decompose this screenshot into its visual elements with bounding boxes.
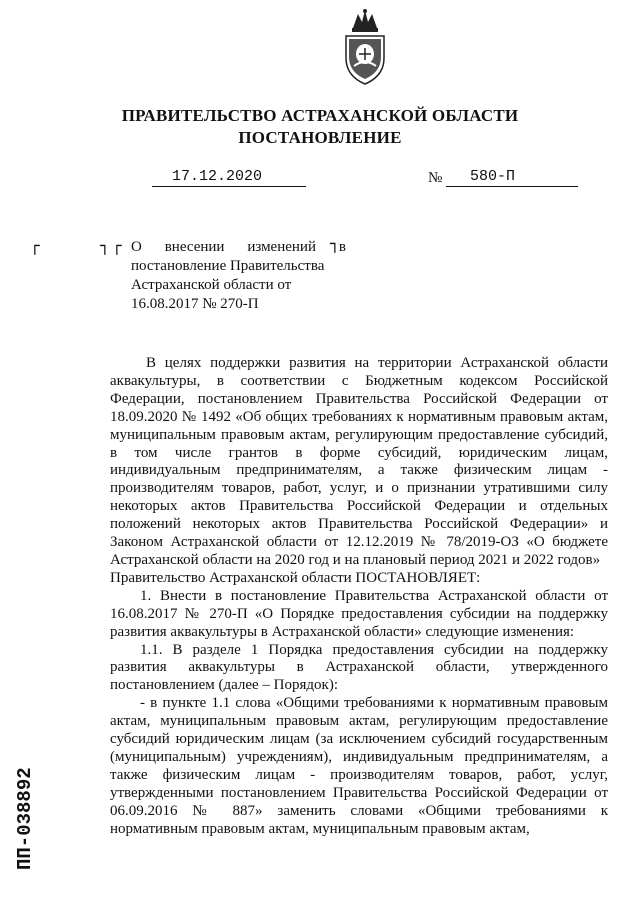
- corner-bracket-right-icon: ┐: [330, 234, 340, 253]
- subject-word: внесении: [164, 239, 225, 255]
- document-date: 17.12.2020: [172, 168, 263, 185]
- clause-1-paragraph: 1. Внести в постановление Правительства Астраханской области от 16.08.2017 № 270-П «О Порядке предоставления субсидии на поддержку развития аквакультуры в Астраханской области» следующие изменения:: [110, 587, 608, 640]
- subject-word: изменений: [247, 239, 316, 255]
- corner-bracket-mid2-icon: ┌: [112, 236, 122, 255]
- clause-1-1-paragraph: 1.1. В разделе 1 Порядка предоставления субсидии на поддержку развития аквакультуры в Астраханской области, утвержденного постановлением (далее – Порядок):: [110, 641, 608, 694]
- document-body: [110, 355, 608, 838]
- number-sign: №: [428, 170, 443, 186]
- subject-word: О: [131, 239, 142, 255]
- document-subject: [131, 234, 346, 314]
- corner-bracket-mid1-icon: ┐: [100, 236, 110, 255]
- resolution-line: Правительство Астраханской области ПОСТАНОВЛЯЕТ:: [110, 569, 481, 586]
- subject-line: постановление Правительства: [131, 258, 325, 274]
- subject-line: 16.08.2017 № 270-П: [131, 296, 259, 312]
- document-number: 580-П: [470, 168, 516, 185]
- corner-bracket-left-icon: ┌: [30, 236, 40, 255]
- subject-line: Астраханской области от: [131, 277, 292, 293]
- document-type-title: ПОСТАНОВЛЕНИЕ: [238, 128, 402, 147]
- subject-word: в: [338, 239, 346, 255]
- organization-title: ПРАВИТЕЛЬСТВО АСТРАХАНСКОЙ ОБЛАСТИ: [121, 106, 519, 125]
- clause-1-1-item-paragraph: - в пункте 1.1 слова «Общими требованиями к нормативным правовым актам, муниципальным правовым актам, регулирующим предоставление субсидий юридическим лицам (за исключением субсидий государственным (муниципальным) учреждениям), индивидуальным предпринимателям, а также физическим лицам - производителям товаров, работ, услуг, утвержденными постановлением Правительства Российской Федерации от 06.09.2016 № 887» заменить словами «Общими требованиями к нормативным правовым актам, муниципальным правовым актам,: [110, 695, 608, 837]
- preamble-paragraph: В целях поддержки развития на территории Астраханской области аквакультуры, в соответствии с Бюджетным кодексом Российской Федерации, постановлением Правительства Российской Федерации от 18.09.2020 № 1492 «Об общих требованиях к нормативным правовым актам, муниципальным правовым актам, регулирующим предоставление субсидий, в том числе грантов в форме субсидий, юридическим лицам, индивидуальным предпринимателям, а также физическим лицам - производителям товаров, работ, услуг, и о признании утратившими силу некоторых актов Правительства Российской Федерации и отдельных положений некоторых актов Правительства Российской Федерации» и Законом Астраханской области от 12.12.2019 № 78/2019-ОЗ «О бюджете Астраханской области на 2020 год и на плановый период 2021 и 2022 годов»: [110, 355, 608, 568]
- side-serial-stamp: ПП-038892: [14, 767, 36, 870]
- coat-of-arms-icon: [340, 8, 390, 86]
